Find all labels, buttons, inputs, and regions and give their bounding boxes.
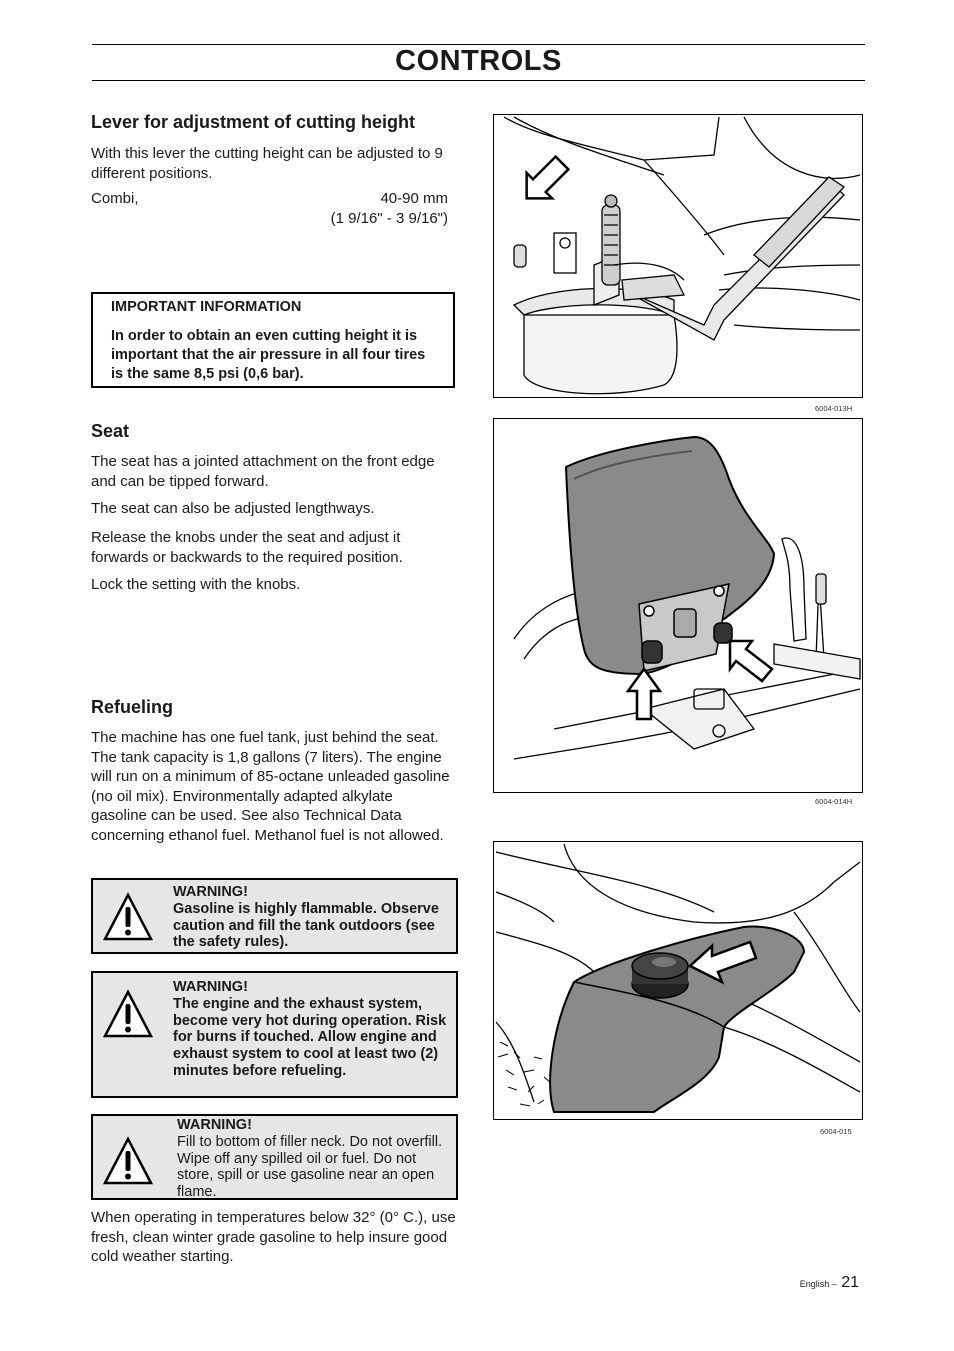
seat-p4: Lock the setting with the knobs. xyxy=(91,576,301,593)
seat-p1: The seat has a jointed attachment on the front edge and can be tipped forward. xyxy=(91,453,435,490)
footer-page-number: 21 xyxy=(841,1274,859,1291)
warning-triangle-icon xyxy=(102,989,154,1039)
figure-seat-adjustment xyxy=(493,418,863,793)
lever-spec-mm: 40-90 mm xyxy=(380,190,448,207)
refueling-closing: When operating in temperatures below 32° (0° C.), use fresh, clean winter grade gasoline to help insure good cold weather starting. xyxy=(91,1209,456,1265)
warning-1-body: Gasoline is highly flammable. Observe caution and fill the tank outdoors (see the safety rules). xyxy=(173,900,439,951)
warning-triangle-icon xyxy=(102,892,154,942)
warning-3-title: WARNING! xyxy=(177,1117,252,1133)
warning-3-body: Fill to bottom of filler neck. Do not overfill. Wipe off any spilled oil or fuel. Do not store, spill or use gasoline near an open flame. xyxy=(177,1133,443,1201)
footer-language: English – xyxy=(799,1279,837,1289)
figure-3-caption: 6004-015 xyxy=(820,1127,852,1136)
lever-body: With this lever the cutting height can be adjusted to 9 different positions. xyxy=(91,145,443,182)
important-body: In order to obtain an even cutting height it is important that the air pressure in all four tires is the same 8,5 psi (0,6 bar). xyxy=(111,328,426,382)
warning-box-overfill xyxy=(91,1114,458,1200)
page-title: CONTROLS xyxy=(395,45,562,77)
refueling-heading: Refueling xyxy=(91,697,174,717)
warning-box-flammable xyxy=(91,878,458,954)
seat-heading: Seat xyxy=(91,421,130,441)
lever-spec-in: (1 9/16" - 3 9/16") xyxy=(330,210,448,227)
lever-heading: Lever for adjustment of cutting height xyxy=(91,112,416,132)
figure-2-caption: 6004-014H xyxy=(815,797,853,806)
seat-p3: Release the knobs under the seat and adjust it forwards or backwards to the required position. xyxy=(91,529,403,566)
warning-triangle-icon xyxy=(102,1136,154,1186)
warning-2-title: WARNING! xyxy=(173,979,248,995)
refueling-body: The machine has one fuel tank, just behind the seat. The tank capacity is 1,8 gallons (7 liters). The engine will run on a minimum of 85-octane unleaded gasoline (no oil mix). Environmentally adapted alkylate gasoline can be used. See also Technical Data concerning ethanol fuel. Methanol fuel is not allowed. xyxy=(91,729,450,844)
warning-1-title: WARNING! xyxy=(173,884,248,900)
warning-box-hot-engine xyxy=(91,971,458,1098)
page-footer xyxy=(800,1274,859,1292)
arrow-indicator xyxy=(514,150,575,211)
warning-2-body: The engine and the exhaust system, become very hot during operation. Risk for burns if touched. Allow engine and exhaust system to cool at least two (2) minutes before refueling. xyxy=(173,995,447,1079)
figure-fuel-tank xyxy=(493,841,863,1120)
lever-spec-label: Combi, xyxy=(91,190,139,207)
seat-p2: The seat can also be adjusted lengthways. xyxy=(91,500,375,517)
figure-1-caption: 6004-013H xyxy=(815,404,853,413)
important-title: IMPORTANT INFORMATION xyxy=(111,299,302,315)
important-information-box xyxy=(91,292,455,388)
header-rule-bottom xyxy=(92,80,865,81)
figure-cutting-height-lever xyxy=(493,114,863,398)
